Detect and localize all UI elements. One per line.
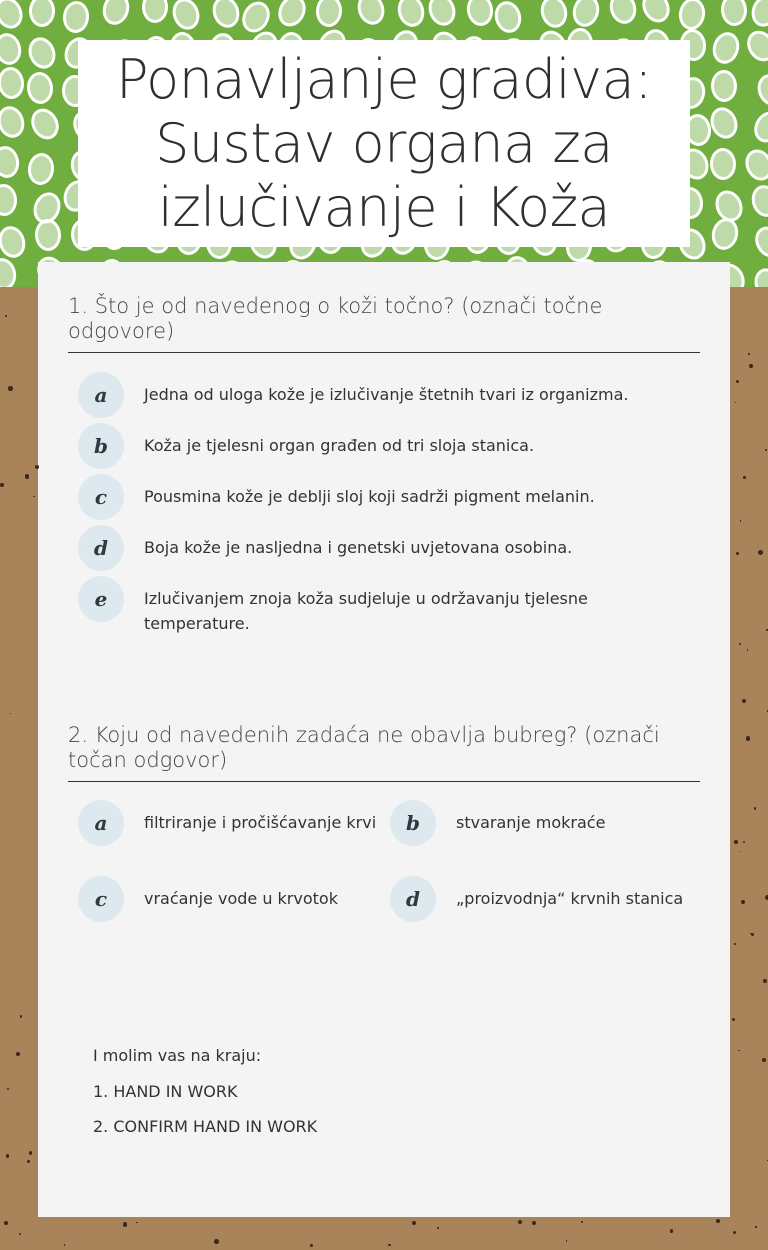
decorative-speck bbox=[758, 550, 763, 555]
decorative-speck bbox=[763, 979, 767, 983]
decorative-dot bbox=[29, 0, 55, 27]
decorative-dot bbox=[142, 0, 168, 23]
decorative-speck bbox=[733, 1231, 736, 1234]
decorative-speck bbox=[20, 1015, 22, 1017]
q2-option-d[interactable] bbox=[390, 876, 710, 922]
option-text: Koža je tjelesni organ građen od tri sloja stanica. bbox=[144, 436, 535, 455]
decorative-speck bbox=[532, 1221, 536, 1225]
title-box bbox=[78, 40, 690, 247]
q2-option-c[interactable] bbox=[78, 876, 388, 922]
decorative-speck bbox=[214, 1239, 219, 1244]
decorative-dot bbox=[747, 0, 768, 31]
decorative-dot bbox=[0, 144, 22, 180]
decorative-dot bbox=[0, 66, 25, 100]
decorative-dot bbox=[34, 219, 62, 252]
footer-step-1: 1. HAND IN WORK bbox=[93, 1082, 238, 1101]
decorative-speck bbox=[10, 713, 12, 715]
decorative-speck bbox=[0, 483, 3, 486]
decorative-speck bbox=[388, 1244, 391, 1247]
decorative-speck bbox=[762, 1058, 766, 1062]
decorative-speck bbox=[740, 520, 742, 522]
option-letter-badge: c bbox=[78, 876, 124, 922]
decorative-dot bbox=[24, 33, 60, 72]
decorative-speck bbox=[25, 474, 29, 478]
decorative-speck bbox=[8, 386, 12, 390]
decorative-speck bbox=[33, 496, 35, 498]
option-text: Izlučivanjem znoja koža sudjeluje u održavanju tjelesne temperature. bbox=[144, 589, 588, 633]
decorative-speck bbox=[743, 841, 745, 843]
q1-option-a[interactable] bbox=[78, 372, 678, 418]
decorative-speck bbox=[19, 1233, 21, 1235]
option-letter-badge: d bbox=[78, 525, 124, 571]
decorative-dot bbox=[394, 0, 428, 30]
decorative-dot bbox=[0, 103, 28, 141]
q1-option-b[interactable] bbox=[78, 423, 678, 469]
decorative-dot bbox=[708, 215, 741, 253]
q1-option-c[interactable] bbox=[78, 474, 678, 520]
decorative-speck bbox=[5, 315, 7, 317]
decorative-speck bbox=[437, 1227, 439, 1229]
decorative-dot bbox=[61, 0, 90, 34]
decorative-speck bbox=[310, 1244, 313, 1247]
decorative-dot bbox=[741, 26, 768, 67]
decorative-speck bbox=[136, 1222, 137, 1223]
decorative-dot bbox=[26, 152, 56, 187]
decorative-speck bbox=[751, 933, 754, 936]
decorative-speck bbox=[16, 1052, 20, 1056]
decorative-speck bbox=[765, 449, 767, 451]
footer-intro: I molim vas na kraju: bbox=[93, 1046, 262, 1065]
option-text: filtriranje i pročišćavanje krvi bbox=[144, 813, 377, 832]
decorative-dot bbox=[465, 0, 496, 28]
decorative-speck bbox=[123, 1222, 127, 1226]
footer-step-2: 2. CONFIRM HAND IN WORK bbox=[93, 1117, 318, 1136]
decorative-speck bbox=[736, 380, 739, 383]
decorative-dot bbox=[315, 0, 343, 28]
decorative-speck bbox=[566, 1240, 568, 1242]
decorative-speck bbox=[732, 1018, 735, 1021]
decorative-dot bbox=[537, 0, 571, 31]
option-text: Boja kože je nasljedna i genetski uvjetovana osobina. bbox=[144, 538, 573, 557]
decorative-dot bbox=[710, 70, 737, 103]
q2-option-a[interactable] bbox=[78, 800, 388, 846]
decorative-speck bbox=[412, 1221, 416, 1225]
decorative-dot bbox=[26, 71, 55, 105]
decorative-dot bbox=[750, 264, 768, 287]
option-letter-badge: c bbox=[78, 474, 124, 520]
decorative-speck bbox=[6, 1154, 9, 1157]
decorative-speck bbox=[736, 552, 739, 555]
decorative-dot bbox=[720, 0, 748, 27]
option-text: vraćanje vode u krvotok bbox=[144, 889, 338, 908]
decorative-dot bbox=[741, 146, 768, 186]
decorative-dot bbox=[491, 0, 525, 36]
decorative-speck bbox=[64, 1244, 65, 1245]
option-letter-badge: a bbox=[78, 372, 124, 418]
decorative-speck bbox=[29, 1151, 33, 1155]
decorative-speck bbox=[743, 476, 745, 478]
decorative-dot bbox=[208, 0, 243, 31]
decorative-dot bbox=[677, 0, 708, 32]
decorative-speck bbox=[741, 900, 745, 904]
decorative-dot bbox=[748, 182, 768, 220]
decorative-speck bbox=[754, 807, 757, 810]
option-letter-badge: d bbox=[390, 876, 436, 922]
decorative-dot bbox=[353, 0, 388, 29]
decorative-speck bbox=[740, 851, 741, 852]
option-text: stvaranje mokraće bbox=[456, 813, 606, 832]
decorative-dot bbox=[0, 223, 30, 261]
decorative-dot bbox=[749, 107, 768, 147]
decorative-dot bbox=[26, 103, 64, 144]
decorative-dot bbox=[99, 0, 133, 29]
decorative-speck bbox=[747, 649, 749, 651]
decorative-dot bbox=[168, 0, 204, 34]
decorative-dot bbox=[709, 28, 743, 66]
decorative-speck bbox=[749, 364, 752, 367]
decorative-dot bbox=[569, 0, 603, 30]
option-letter-badge: e bbox=[78, 576, 124, 622]
q2-option-b[interactable] bbox=[390, 800, 710, 846]
decorative-speck bbox=[518, 1220, 523, 1225]
decorative-speck bbox=[27, 1160, 29, 1162]
decorative-speck bbox=[742, 699, 747, 704]
option-letter-badge: b bbox=[78, 423, 124, 469]
page-title: Ponavljanje gradiva: Sustav organa za izlučivanje i Koža bbox=[116, 47, 652, 239]
q1-option-d[interactable] bbox=[78, 525, 678, 571]
decorative-dot bbox=[0, 31, 25, 68]
decorative-speck bbox=[4, 1221, 8, 1225]
decorative-dot bbox=[753, 70, 768, 109]
decorative-speck bbox=[746, 736, 751, 741]
decorative-dot bbox=[274, 0, 312, 32]
option-text: Pousmina kože je deblji sloj koji sadrži pigment melanin. bbox=[144, 487, 595, 506]
decorative-speck bbox=[734, 943, 736, 945]
question-1-title: 1. Što je od navedenog o koži točno? (označi točne odgovore) bbox=[68, 294, 700, 353]
decorative-dot bbox=[0, 0, 27, 33]
decorative-speck bbox=[734, 840, 738, 844]
decorative-dot bbox=[638, 0, 676, 27]
decorative-speck bbox=[739, 643, 741, 645]
decorative-speck bbox=[716, 1219, 720, 1223]
decorative-dot bbox=[709, 147, 736, 180]
decorative-speck bbox=[755, 1226, 756, 1227]
question-2-title: 2. Koju od navedenih zadaća ne obavlja bubreg? (označi točan odgovor) bbox=[68, 723, 700, 782]
decorative-dot bbox=[750, 222, 768, 263]
decorative-dot bbox=[606, 0, 640, 27]
decorative-speck bbox=[581, 1221, 583, 1223]
decorative-speck bbox=[670, 1229, 674, 1233]
option-text: Jedna od uloga kože je izlučivanje štetnih tvari iz organizma. bbox=[144, 385, 629, 404]
decorative-dot bbox=[0, 256, 19, 287]
worksheet-card bbox=[38, 262, 730, 1217]
decorative-speck bbox=[748, 353, 749, 354]
decorative-speck bbox=[738, 1050, 740, 1052]
option-text: „proizvodnja“ krvnih stanica bbox=[456, 889, 684, 908]
decorative-dot bbox=[424, 0, 460, 30]
option-letter-badge: a bbox=[78, 800, 124, 846]
decorative-dot bbox=[0, 183, 18, 217]
q1-option-e[interactable] bbox=[78, 576, 638, 636]
option-letter-badge: b bbox=[390, 800, 436, 846]
decorative-speck bbox=[735, 402, 737, 404]
decorative-dot bbox=[706, 103, 742, 142]
decorative-speck bbox=[7, 1088, 9, 1090]
